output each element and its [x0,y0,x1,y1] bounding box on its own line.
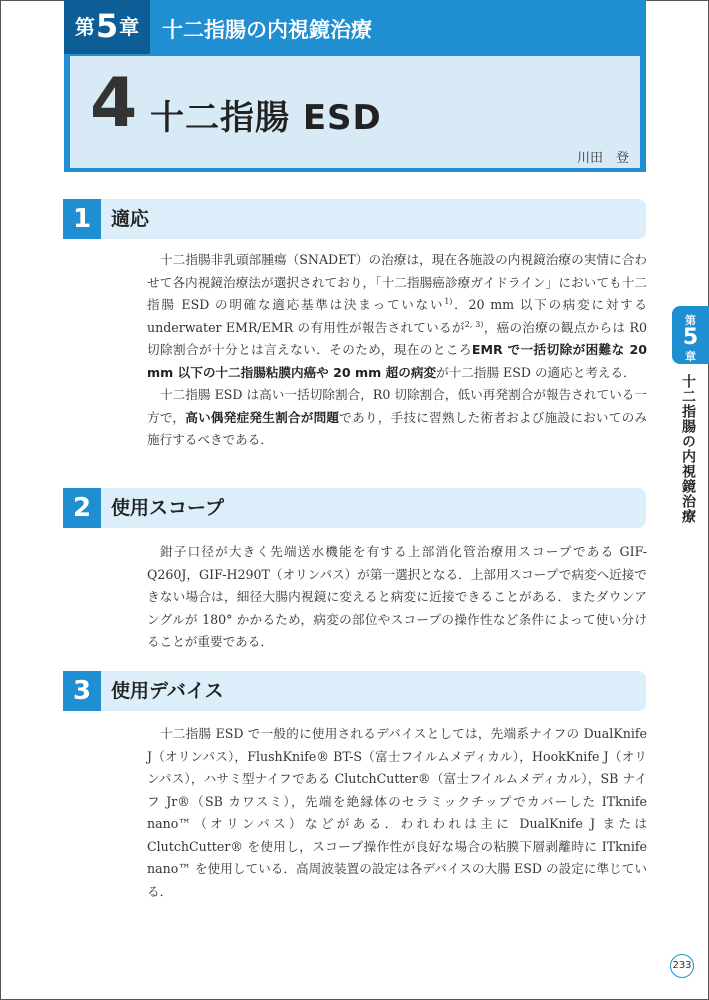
chapter-side-tab [672,306,709,364]
side-tab-suffix: 章 [685,350,696,363]
chapter-title: 十二指腸の内視鏡治療 [162,18,372,42]
paragraph: 鉗子口径が大きく先端送水機能を有する上部消化管治療用スコープである GIF-Q260J，GIF-H290T（オリンパス）が第一選択となる．上部用スコープで病変へ近接できない場合は，細径大腸内視鏡に変えると病変に近接できることがある．またダウンアングルが 180° かかるため，病変の部位やスコープの操作性など条件によって使い分けることが重要である． [147,544,647,649]
reference-mark: 1) [444,296,453,306]
chapter-prefix: 第 [74,15,95,39]
chapter-number: 5 [95,7,119,45]
emphasis: EMR で一括切除が困難な 20 mm 以下の十二指腸粘膜内癌や 20 mm 超の病変 [147,342,647,380]
reference-mark: 2, 3) [464,319,484,329]
paragraph: 十二指腸 ESD で一般的に使用されるデバイスとしては，先端系ナイフの DualKnife J（オリンパス），FlushKnife® BT-S（富士フイルムメディカル），HookKnife J（オリンパス），ハサミ型ナイフである ClutchCutter®（富士フイルムメディカル），SB ナイフ Jr®（SB カワスミ），先端を絶縁体のセラミックチップでカバーした ITknife nano™（オリンパス）などがある．われわれは主に DualKnife J または ClutchCutter® を使用し，スコープ操作性が良好な場合の粘膜下層剥離時に ITknife nano™ を使用している．高周波装置の設定は各デバイスの大腸 ESD の設定に準じている． [147,726,647,899]
heading-indications [63,199,646,239]
heading-text: 使用デバイス [111,680,224,702]
section-title: 十二指腸 ESD [150,98,382,138]
paragraph: 十二指腸 ESD は高い一括切除割合，R0 切除割合，低い再発割合が報告されている一方で，高い偶発症発生割合が問題であり，手技に習熟した術者および施設においてのみ施行するべきである． [147,387,648,447]
heading-text: 適応 [111,208,150,230]
section-3-body [147,723,647,903]
author: 川田 登 [576,151,629,166]
section-2-body [147,541,647,654]
heading-devices [63,671,646,711]
page-number: 233 [670,954,694,978]
side-chapter-title: 十二指腸の内視鏡治療 [680,374,696,524]
heading-text: 使用スコープ [111,497,225,519]
side-tab-number: 5 [682,325,699,350]
heading-scope [63,488,646,528]
chapter-suffix: 章 [119,15,140,39]
section-number: 4 [90,64,138,143]
side-tab-prefix: 第 [685,314,696,327]
heading-number: 3 [63,671,101,711]
heading-number: 1 [63,199,101,239]
emphasis: 高い偶発症発生割合が問題 [185,409,340,425]
heading-number: 2 [63,488,101,528]
paragraph: 十二指腸非乳頭部腫瘍（SNADET）の治療は，現在各施設の内視鏡治療の実情に合わせて各内視鏡治療法が選択されており，「十二指腸癌診療ガイドライン」においても十二指腸 ESD の明確な適応基準は決まっていない$^{1)}$．20 mm 以下の病変に対する underwater EMR/EMR の有用性が報告されているが$^{2, 3)}$，癌の治療の観点からは R0 切除割合が十分とは言えない．そのため，現在のところEMR で一括切除が困難な 20 mm 以下の十二指腸粘膜内癌や 20 mm 超の病変が十二指腸 ESD の適応と考える． [147,252,647,380]
chapter-badge [64,0,150,54]
section-1-body [147,249,647,452]
